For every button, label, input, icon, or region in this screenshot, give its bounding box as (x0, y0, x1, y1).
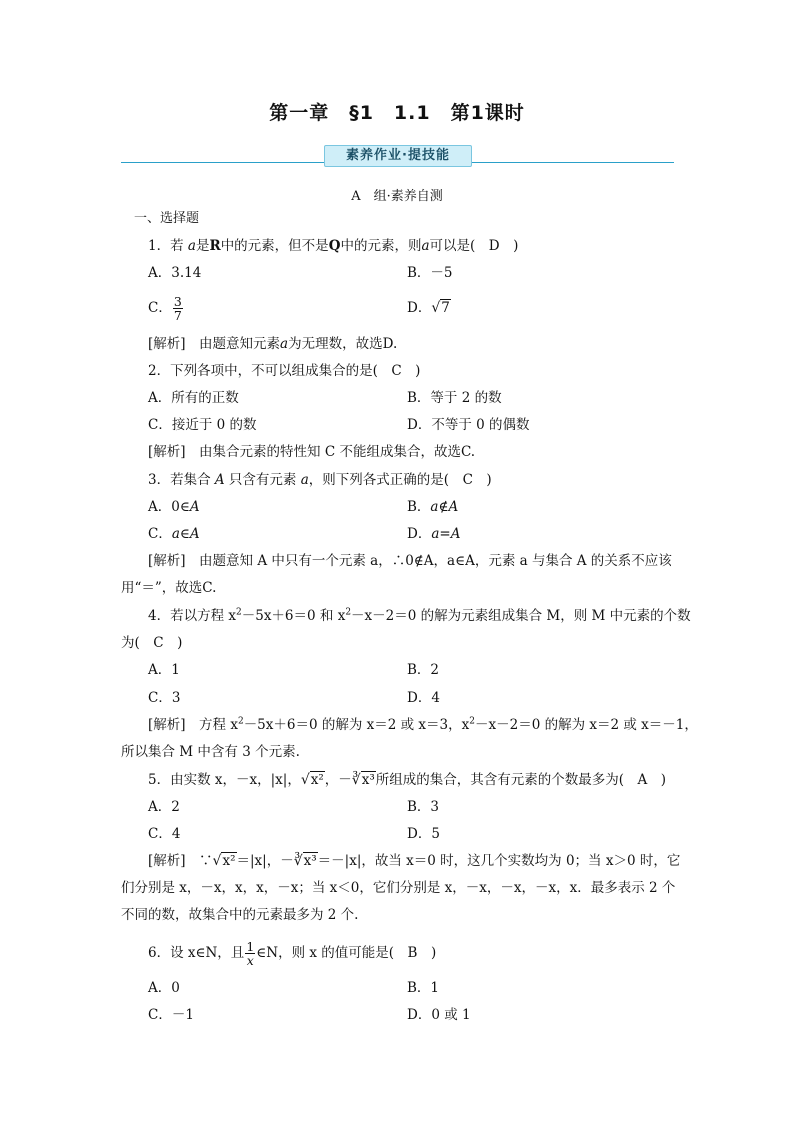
page-title: 第一章 §1 1.1 第1课时 (269, 102, 525, 124)
question-5-option-d: D．5 (407, 826, 440, 842)
question-3-stem: 3．若集合 A 只含有元素 a，则下列各式正确的是( C ) (148, 472, 492, 488)
question-4-stem-line-2: 为( C ) (121, 635, 183, 651)
question-2-option-d: D．不等于 0 的偶数 (407, 417, 530, 433)
question-4-analysis-line-1: [解析] 方程 $x^2-5x+6=0$ 的解为 x＝2 或 x＝3，$x^2-x-2=0$ 的解为 x＝2 或 x＝－1， (148, 716, 698, 733)
sqrt-symbol: √x² (212, 853, 236, 869)
sqrt-symbol: √7 (431, 300, 450, 316)
question-6-option-d: D．0 或 1 (407, 1007, 471, 1023)
question-4-analysis-line-2: 所以集合 M 中含有 3 个元素. (121, 744, 300, 760)
question-3-option-d: D．a=A (407, 526, 461, 542)
question-1-option-d: D．√7 (407, 300, 450, 316)
fraction: $\frac{3}{7}$ (173, 294, 182, 323)
question-4-stem-line-1: 4．若以方程 $x^2-5x+6=0$ 和 $x^2-x-2=0$ 的解为元素组成集合 M，则 M 中元素的个数 (148, 607, 691, 624)
question-4-option-a: A．1 (148, 662, 180, 678)
question-5-option-c: C．4 (148, 826, 181, 842)
section-banner: 素养作业·提技能 (324, 145, 472, 167)
question-6-stem: 6．设 x∈N，且 $\frac{1}{x}$ ∈N，则 x 的值可能是( B ) (148, 939, 437, 968)
fraction: $\frac{1}{x}$ (246, 939, 255, 968)
question-1-option-a: A．3.14 (148, 265, 202, 281)
question-5-analysis-line-2: 们分别是 x，－x，x，x，－x；当 x＜0，它们分别是 x，－x，－x，－x，x．最多表示 2 个 (121, 880, 676, 896)
question-2-option-b: B．等于 2 的数 (407, 390, 502, 406)
question-1-option-b: B．－5 (407, 265, 453, 281)
question-5-analysis-line-3: 不同的数，故集合中的元素最多为 2 个. (121, 907, 359, 923)
question-2-option-a: A．所有的正数 (148, 390, 239, 406)
question-3-option-b: B．a∉A (407, 499, 459, 515)
question-1-analysis: [解析] 由题意知元素a为无理数，故选D. (148, 336, 398, 352)
question-2-option-c: C．接近于 0 的数 (148, 417, 257, 433)
question-3-option-a: A．0∈A (148, 499, 200, 515)
question-1-stem: 1．若 a是R中的元素，但不是Q中的元素，则a可以是( D ) (148, 238, 519, 254)
question-4-option-c: C．3 (148, 690, 181, 706)
sqrt-symbol: ∛x³ (351, 772, 375, 788)
question-6-option-a: A．0 (148, 980, 180, 996)
question-3-analysis-line-2: 用“＝”，故选C. (121, 580, 217, 596)
sqrt-symbol: ∛x³ (293, 853, 317, 869)
question-4-option-d: D．4 (407, 690, 440, 706)
question-5-stem: 5．由实数 x，－x，|x|，√x²，－∛x³所组成的集合，其含有元素的个数最多为( A ) (148, 772, 667, 788)
question-5-option-b: B．3 (407, 799, 440, 815)
question-5-analysis-line-1: [解析] ∵√x²＝|x|，－∛x³＝－|x|，故当 x＝0 时，这几个实数均为 0；当 x＞0 时，它 (148, 853, 681, 869)
question-6-option-b: B．1 (407, 980, 440, 996)
question-3-option-c: C．a∈A (148, 526, 200, 542)
question-5-option-a: A．2 (148, 799, 180, 815)
question-3-analysis-line-1: [解析] 由题意知 A 中只有一个元素 a，∴0∉A，a∈A，元素 a 与集合 A 的关系不应该 (148, 553, 672, 569)
sqrt-symbol: √x² (300, 772, 324, 788)
question-1-option-c: C． $\frac{3}{7}$ (148, 294, 182, 323)
question-6-option-c: C．－1 (148, 1007, 194, 1023)
question-4-option-b: B．2 (407, 662, 440, 678)
section-heading: 一、选择题 (134, 211, 200, 226)
group-heading: A 组·素养自测 (351, 189, 443, 204)
question-2-stem: 2．下列各项中，不可以组成集合的是( C ) (148, 363, 421, 379)
question-2-analysis: [解析] 由集合元素的特性知 C 不能组成集合，故选C. (148, 444, 476, 460)
